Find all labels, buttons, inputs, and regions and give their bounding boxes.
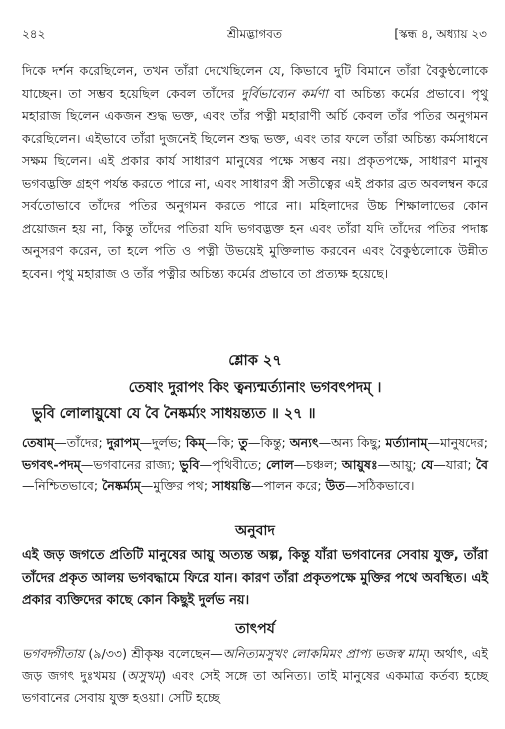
verse-line-2: ভুবি লোলায়ুষো যে বৈ নৈষ্কর্ম্যং সাধয়ন্ত্যত ॥ ২৭ ॥ xyxy=(32,406,316,422)
synonym-entry: উত—সঠিকভাবে। xyxy=(325,478,415,493)
canto-chapter-ref: [স্কন্ধ ৪, অধ্যায় ২৩ xyxy=(394,27,487,41)
synonym-meaning: অন্য কিছু; xyxy=(331,435,386,450)
purport-sanskrit-term: দুর্বিভাব্যেন কর্মণা xyxy=(240,85,328,101)
purport-text-part: ) এবং সেই সঙ্গে তা অনিত্য। তাই মানুষের একমাত্র কর্তব্য হচ্ছে ভগবানের সেবায় যুক্ত হওয়া। সেটি হচ্ছে xyxy=(22,668,488,705)
synonym-word: দুরাপম্ xyxy=(106,435,140,450)
synonym-word: যে xyxy=(420,456,434,472)
purport-heading: তাৎপর্য xyxy=(235,621,275,637)
synonym-word: ভগবৎ-পদম্ xyxy=(22,456,81,472)
synonym-entry: সাধয়ন্তি—পালন করে; xyxy=(212,478,326,493)
sanskrit-term: অসুখম্ xyxy=(126,668,162,683)
synonym-word: ভুবি xyxy=(179,456,200,472)
synonym-meaning: নিশ্চিতভাবে; xyxy=(34,478,103,493)
synonym-meaning: মানুষদের; xyxy=(440,435,489,450)
synonym-meaning: সঠিকভাবে। xyxy=(357,478,415,493)
verse-heading: শ্লোক ২৭ xyxy=(228,353,282,369)
purport-text-1: দিকে দর্শন করেছিলেন, তখন তাঁরা দেখেছিলেন যে, কিভাবে দুটি বিমানে তাঁরা বৈকুণ্ঠলোকে যাচ্ছেন। তা সম্ভব হয়েছিল কেবল তাঁদের xyxy=(22,63,488,101)
synonym-meaning: কিন্তু; xyxy=(260,435,290,450)
synonym-meaning: যারা; xyxy=(445,456,476,472)
synonym-entry: লোল—চঞ্চল; xyxy=(266,456,342,472)
synonym-entry: তেষাম্—তাঁদের; xyxy=(22,435,107,450)
synonym-entry: অন্যৎ—অন্য কিছু; xyxy=(289,435,386,450)
synonym-word: বৈ xyxy=(475,456,488,472)
page-number: ২৪২ xyxy=(22,27,46,41)
synonyms xyxy=(22,432,488,497)
synonym-meaning: মুক্তির পথ; xyxy=(153,478,213,493)
synonym-meaning: তাঁদের; xyxy=(66,435,107,450)
synonym-entry: নৈষ্কর্ম্যম্—মুক্তির পথ; xyxy=(102,478,213,493)
synonym-meaning: কি; xyxy=(217,435,239,450)
synonym-word: সাধয়ন্তি xyxy=(212,478,251,493)
synonym-entry: আয়ুষঃ—আয়ু; xyxy=(341,456,421,472)
purport-text-2: বা অচিন্ত্য কর্মের প্রভাবে। পৃথু মহারাজ ছিলেন একজন শুদ্ধ ভক্ত, এবং তাঁর পত্নী মহারাণী অর্চি কেবল তাঁর পতির অনুগমন করেছিলেন। এইভাবে তাঁরা দুজনেই ছিলেন শুদ্ধ ভক্ত, এবং তার ফলে তাঁরা অচিন্ত্য কর্মসাধনে সক্ষম ছিলেন। এই প্রকার কার্য সাধারণ মানুষের পক্ষে সম্ভব নয়। প্রকৃতপক্ষে, সাধারণ মানুষ ভগবদ্ভক্তি গ্রহণ পর্যন্ত করতে পারে না, এবং সাধারণ স্ত্রী সতীত্বের এই প্রকার ব্রত অবলম্বন করে সর্বতোভাবে তাঁদের পতির অনুগমন করতে পারে না। মহিলাদের উচ্চ শিক্ষালাভের কোন প্রয়োজন হয় না, কিন্তু তাঁদের পতিরা যদি ভগবদ্ভক্ত হন এবং তাঁরা যদি তাঁদের পতির পদাঙ্ক অনুসরণ করেন, তা হলে পতি ও পত্নী উভয়েই মুক্তিলাভ করবেন এবং বৈকুণ্ঠলোকে উন্নীত হবেন। পৃথু মহারাজ ও তাঁর পত্নীর অচিন্ত্য কর্মের প্রভাবে তা প্রত্যক্ষ হয়েছে। xyxy=(22,85,488,281)
synonym-entry: দুরাপম্—দুর্লভ; xyxy=(106,435,186,450)
synonym-word: লোল xyxy=(266,456,294,472)
synonym-word: আয়ুষঃ xyxy=(341,456,378,472)
synonym-entry: ভগবৎ-পদম্—ভগবানের রাজ্য; xyxy=(22,456,180,472)
purport-continuation xyxy=(22,60,488,285)
synonym-word: কিম্ xyxy=(185,435,206,450)
synonym-entry: তু—কিন্তু; xyxy=(238,435,290,450)
purport-text-part: (৯/৩৩) শ্রীকৃষ্ণ বলেছেন— xyxy=(84,646,223,661)
synonym-entry: কিম্—কি; xyxy=(185,435,239,450)
synonym-meaning: দুর্লভ; xyxy=(152,435,186,450)
synonym-entry: মর্ত্যানাম্—মানুষদের; xyxy=(385,435,489,450)
sanskrit-quote: অনিত্যমসুখং লোকমিমং প্রাপ্য ভজস্ব মাম্ xyxy=(222,646,426,661)
synonym-word: নৈষ্কর্ম্যম্ xyxy=(102,478,141,493)
synonym-meaning: ভগবানের রাজ্য; xyxy=(93,456,180,472)
scripture-name: ভগবদ্গীতায় xyxy=(22,646,85,661)
synonym-meaning: পালন করে; xyxy=(263,478,326,493)
synonym-entry: বৈ—নিশ্চিতভাবে; xyxy=(22,456,488,493)
synonym-word: অন্যৎ xyxy=(289,435,319,450)
synonym-meaning: চঞ্চল; xyxy=(306,456,342,472)
translation-heading: অনুবাদ xyxy=(235,523,275,539)
book-title: শ্রীমদ্ভাগবত xyxy=(226,27,282,41)
synonym-meaning: আয়ু; xyxy=(390,456,421,472)
synonym-meaning: পৃথিবীতে; xyxy=(212,456,267,472)
synonym-word: উত xyxy=(325,478,345,493)
purport-text xyxy=(22,643,488,709)
verse-line-1: তেষাং দুরাপং কিং ত্বন্যন্মর্ত্যানাং ভগবৎপদম্ । xyxy=(128,380,382,396)
synonym-word: মর্ত্যানাম্ xyxy=(385,435,428,450)
synonym-word: তেষাম্ xyxy=(22,435,55,450)
translation-text: এই জড় জগতে প্রতিটি মানুষের আয়ু অত্যন্ত অল্প, কিন্তু যাঁরা ভগবানের সেবায় যুক্ত, তাঁরা তাঁদের প্রকৃত আলয় ভগবদ্ধামে ফিরে যান। কারণ তাঁরা প্রকৃতপক্ষে মুক্তির পথে অবস্থিত। এই প্রকার ব্যক্তিদের কাছে কোন কিছুই দুর্লভ নয়। xyxy=(22,548,488,608)
synonym-entry: ভুবি—পৃথিবীতে; xyxy=(179,456,267,472)
synonym-word: তু xyxy=(238,435,248,450)
page-header xyxy=(22,26,487,48)
synonym-entry: যে—যারা; xyxy=(420,456,476,472)
purport-text-part: । অর্থাৎ, এই জড় জগৎ দুঃখময় ( xyxy=(22,646,488,683)
